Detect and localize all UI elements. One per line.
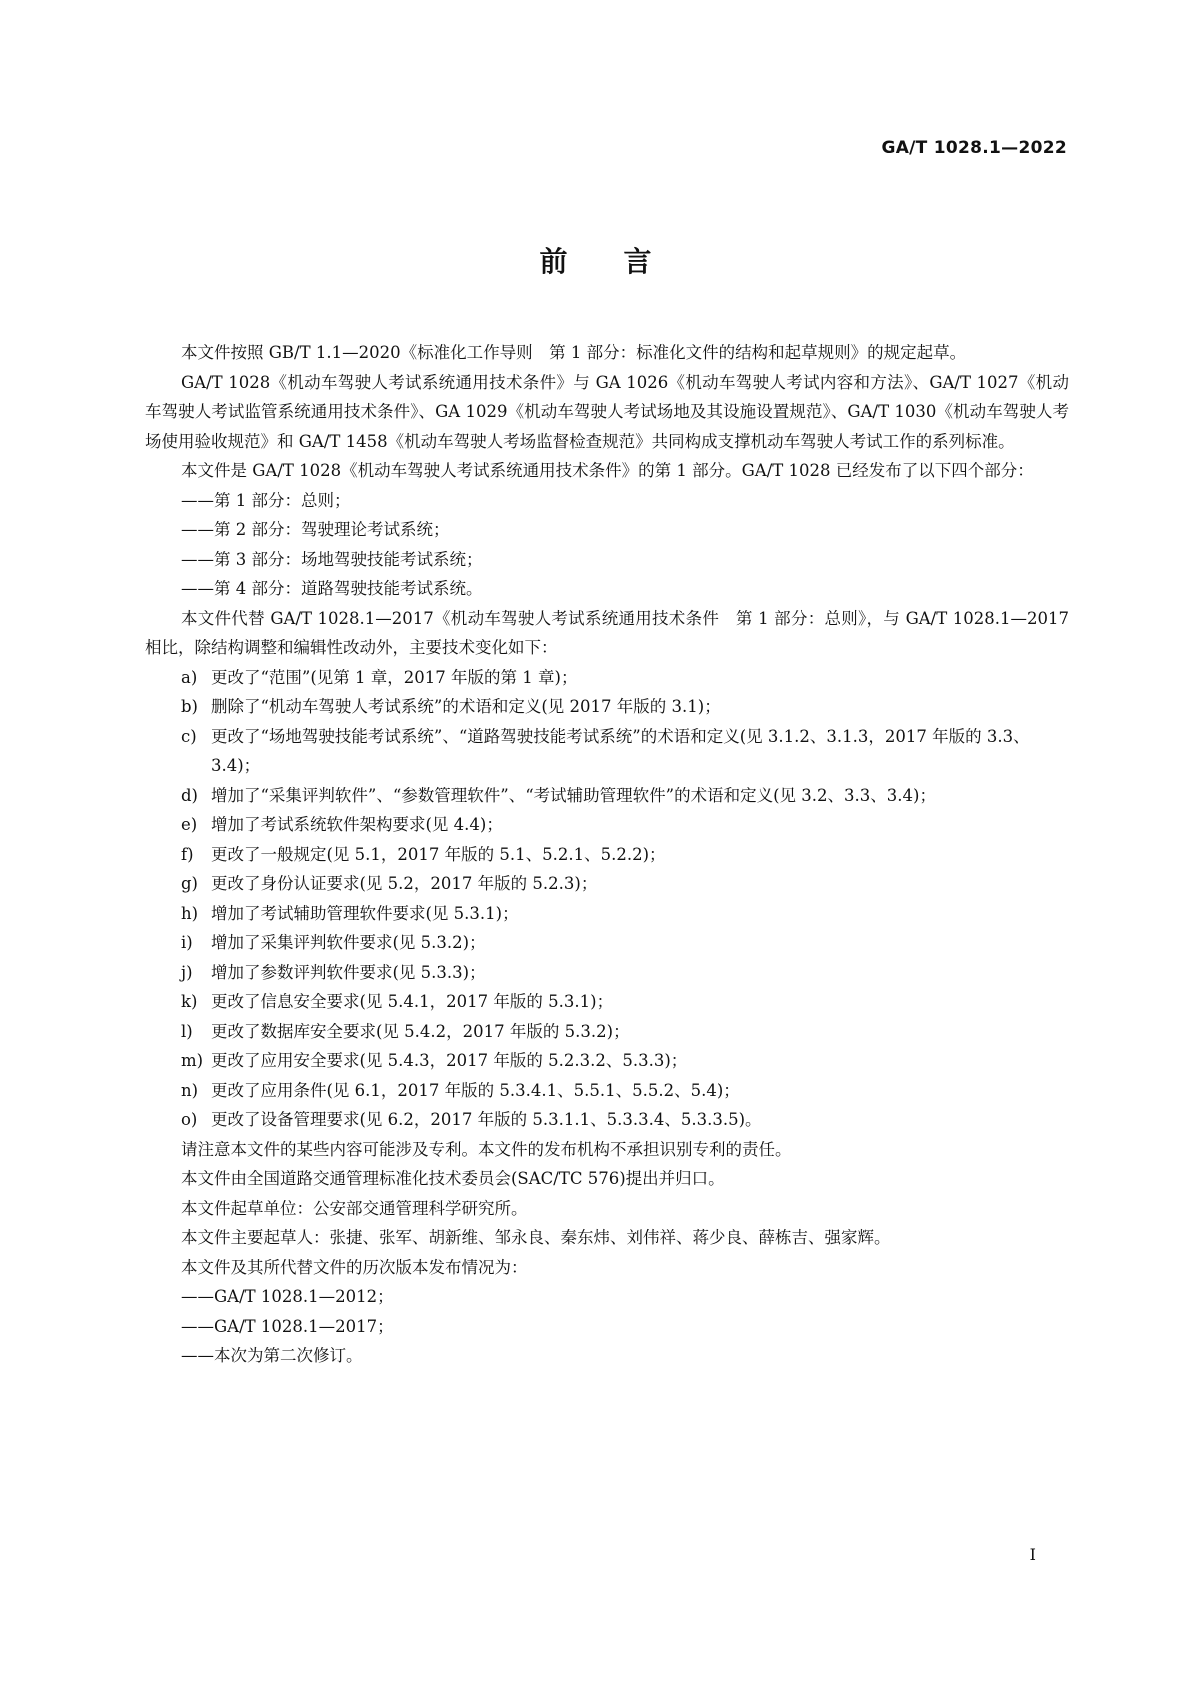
change-text: 增加了采集评判软件要求(见 5.3.2)； (211, 933, 486, 952)
change-label: l) (181, 1021, 193, 1041)
change-label: c) (181, 726, 197, 746)
change-item (145, 692, 1069, 722)
change-item (145, 722, 1069, 781)
change-text: 更改了“场地驾驶技能考试系统”、“道路驾驶技能考试系统”的术语和定义(见 3.1.2、3.1.3，2017 年版的 3.3、3.4)； (211, 726, 1030, 775)
change-label: a) (181, 667, 198, 687)
change-item (145, 1046, 1069, 1076)
paragraph-patent-notice: 请注意本文件的某些内容可能涉及专利。本文件的发布机构不承担识别专利的责任。 (181, 1139, 792, 1159)
change-item (145, 1105, 1069, 1135)
change-label: e) (181, 815, 198, 834)
change-label: m) (181, 1051, 204, 1070)
change-item (145, 899, 1069, 929)
parts-list-item: ——第 1 部分：总则； (181, 490, 351, 510)
change-text: 增加了考试辅助管理软件要求(见 5.3.1)； (211, 903, 519, 923)
change-label: i) (181, 933, 193, 952)
change-text: 删除了“机动车驾驶人考试系统”的术语和定义(见 2017 年版的 3.1)； (211, 697, 721, 716)
change-item (145, 1017, 1069, 1047)
change-item (145, 810, 1069, 840)
change-item (145, 958, 1069, 988)
change-text: 更改了应用条件(见 6.1，2017 年版的 5.3.4.1、5.5.1、5.5.2、5.4)； (211, 1080, 740, 1100)
change-text: 更改了“范围”(见第 1 章，2017 年版的第 1 章)； (211, 667, 578, 687)
page-number: I (1029, 1545, 1036, 1564)
paragraph-drafting-unit: 本文件起草单位：公安部交通管理科学研究所。 (181, 1198, 528, 1218)
parts-list (145, 486, 1069, 604)
change-item (145, 869, 1069, 899)
document-body (145, 338, 1069, 1371)
change-text: 增加了“采集评判软件”、“参数管理软件”、“考试辅助管理软件”的术语和定义(见 3.2、3.3、3.4)； (211, 785, 936, 805)
change-text: 增加了参数评判软件要求(见 5.3.3)； (211, 962, 486, 982)
change-label: g) (181, 874, 198, 893)
paragraph-committee: 本文件由全国道路交通管理标准化技术委员会(SAC/TC 576)提出并归口。 (181, 1169, 725, 1188)
paragraph-history-intro: 本文件及其所代替文件的历次版本发布情况为： (181, 1257, 528, 1277)
change-item (145, 1076, 1069, 1106)
paragraph-replacement: 本文件代替 GA/T 1028.1—2017《机动车驾驶人考试系统通用技术条件 第 1 部分：总则》，与 GA/T 1028.1—2017 相比，除结构调整和编辑性改动外，主要技术变化如下： (145, 608, 1069, 657)
parts-list-item: ——第 4 部分：道路驾驶技能考试系统。 (181, 579, 483, 598)
history-item: ——GA/T 1028.1—2017； (181, 1316, 394, 1336)
change-label: n) (181, 1080, 199, 1100)
history-list (145, 1282, 1069, 1371)
change-text: 更改了信息安全要求(见 5.4.1，2017 年版的 5.3.1)； (211, 992, 614, 1011)
change-text: 更改了数据库安全要求(见 5.4.2，2017 年版的 5.3.2)； (211, 1021, 630, 1041)
change-item (145, 928, 1069, 958)
history-item: ——本次为第二次修订。 (181, 1346, 363, 1365)
change-label: o) (181, 1110, 198, 1129)
change-text: 增加了考试系统软件架构要求(见 4.4)； (211, 815, 503, 834)
change-label: b) (181, 697, 198, 716)
standard-code: GA/T 1028.1—2022 (881, 138, 1067, 158)
change-label: k) (181, 992, 198, 1011)
parts-list-item: ——第 2 部分：驾驶理论考试系统； (181, 520, 450, 539)
change-item (145, 663, 1069, 693)
change-label: h) (181, 903, 199, 923)
paragraph-drafting-rules: 本文件按照 GB/T 1.1—2020《标准化工作导则 第 1 部分：标准化文件的结构和起草规则》的规定起草。 (181, 343, 967, 362)
change-label: j) (181, 962, 193, 982)
parts-list-item: ——第 3 部分：场地驾驶技能考试系统； (181, 549, 483, 569)
history-item: ——GA/T 1028.1—2012； (181, 1287, 394, 1306)
change-label: f) (181, 844, 194, 864)
page-title: 前言 (539, 245, 708, 278)
paragraph-parts-intro: 本文件是 GA/T 1028《机动车驾驶人考试系统通用技术条件》的第 1 部分。GA/T 1028 已经发布了以下四个部分： (181, 461, 1034, 480)
paragraph-series-standards: GA/T 1028《机动车驾驶人考试系统通用技术条件》与 GA 1026《机动车驾驶人考试内容和方法》、GA/T 1027《机动车驾驶人考试监管系统通用技术条件》、GA 1029《机动车驾驶人考试场地及其设施设置规范》、GA/T 1030《机动车驾驶人考场使用验收规范》和 GA/T 1458《机动车驾驶人考场监督检查规范》共同构成支撑机动车驾驶人考试工作的系列标准。 (145, 372, 1069, 451)
change-text: 更改了身份认证要求(见 5.2，2017 年版的 5.2.3)； (211, 874, 598, 893)
paragraph-drafters: 本文件主要起草人：张捷、张军、胡新维、邹永良、秦东炜、刘伟祥、蒋少良、薛栋吉、强家辉。 (181, 1228, 891, 1247)
change-item (145, 987, 1069, 1017)
change-text: 更改了应用安全要求(见 5.4.3，2017 年版的 5.2.3.2、5.3.3)； (211, 1051, 688, 1070)
change-text: 更改了设备管理要求(见 6.2，2017 年版的 5.3.1.1、5.3.3.4、5.3.3.5)。 (211, 1110, 762, 1129)
changes-list (145, 663, 1069, 1135)
change-item (145, 840, 1069, 870)
change-label: d) (181, 785, 198, 805)
change-text: 更改了一般规定(见 5.1，2017 年版的 5.1、5.2.1、5.2.2)； (211, 844, 666, 864)
change-item (145, 781, 1069, 811)
